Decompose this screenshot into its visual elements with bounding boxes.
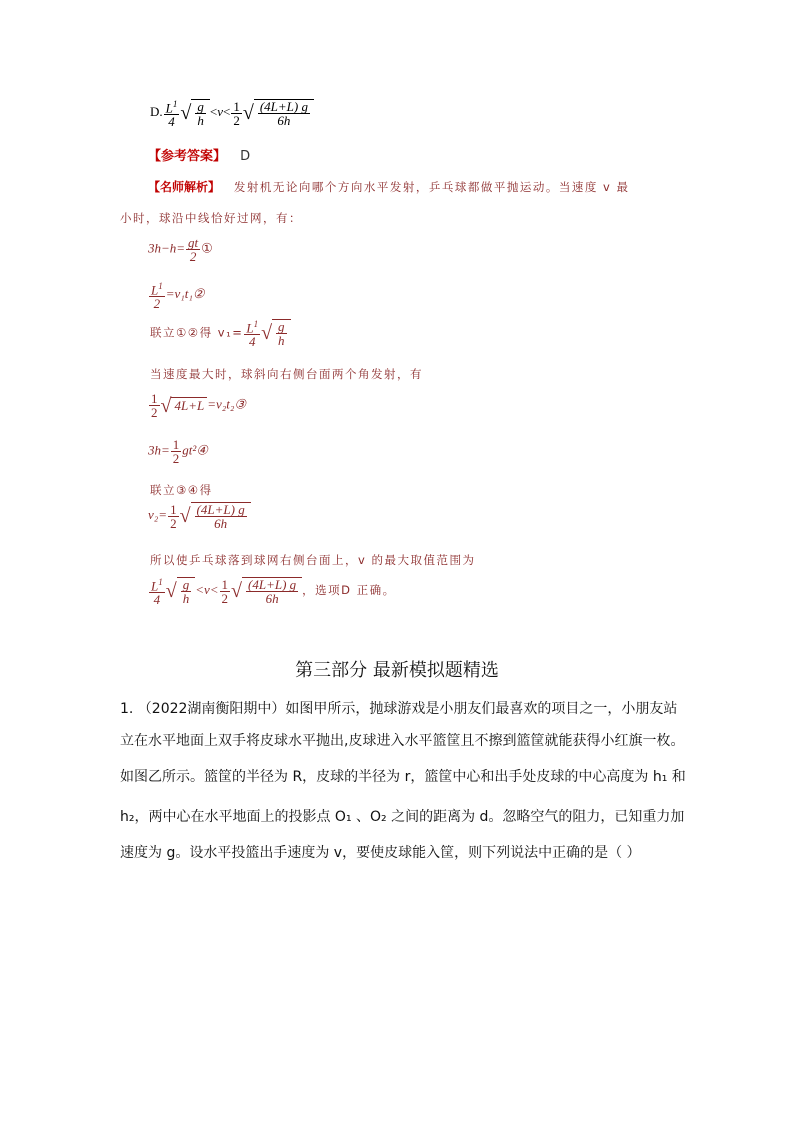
final-range: $\frac{L^1}{4}$ √ $\frac{g}{h}$ <v< $\frac{1}{2}$ √ $\frac{(4L+L) g}{6h}$ ，选项D 正确。 [151,576,396,608]
equation-3: $\frac{1}{2}$ √ 4L+L =v₂t₂③ [151,391,247,420]
analysis-line5: 联立③④得 [150,483,213,497]
reference-answer [148,145,250,164]
equation-1: 3h−h= $\frac{gt}{2}$ ① [148,235,213,264]
section-title: 第三部分 最新模拟题精选 [295,660,499,681]
answer-value: D [240,149,251,164]
fraction: $\frac{1}{2}$ [233,98,240,128]
question-line5: 速度为 g。设水平投篮出手速度为 v，要使皮球能入筐，则下列说法中正确的是（ ） [120,845,641,861]
answer-label: 【参考答案】 [148,149,227,164]
equation-5: v₂= $\frac{1}{2}$ √ $\frac{(4L+L) g}{6h}$ [148,502,251,530]
question-line1: 1. （2022湖南衡阳期中）如图甲所示，抛球游戏是小朋友们最喜欢的项目之一，小朋友站 [120,701,678,717]
equation-2: $\frac{L^1}{2}$ =v₁t₁② [151,281,205,312]
question-line3: 如图乙所示。篮筐的半径为 R，皮球的半径为 r，篮筐中心和出手处皮球的中心高度为 h₁ 和 [120,769,686,785]
analysis-line4: 当速度最大时，球斜向右侧台面两个角发射，有 [150,367,423,381]
question-line4: h₂，两中心在水平地面上的投影点 O₁ 、O₂ 之间的距离为 d。忽略空气的阻力，已知重力加 [120,809,685,825]
analysis-line1: 发射机无论向哪个方向水平发射，乒乓球都做平抛运动。当速度 v 最 [233,180,630,194]
equation-4: 3h= $\frac{1}{2}$ gt²④ [148,437,208,466]
sqrt: √ $\frac{(4L+L) g}{6h}$ [243,99,314,127]
question-line2: 立在水平地面上双手将皮球水平抛出,皮球进入水平篮筐且不擦到篮筐就能获得小红旗一枚。 [120,733,685,749]
analysis-line3: 联立①②得 v₁= $\frac{L^1}{4}$ √ $\frac{g}{h}$ [150,318,291,348]
analysis-line6: 所以使乒乓球落到球网右侧台面上，v 的最大取值范围为 [150,553,476,567]
sqrt: √ $\frac{g}{h}$ [180,99,209,127]
analysis-line2: 小时，球沿中线恰好过网，有： [120,211,302,225]
option-d: D. $\frac{L^1}{4}$ √ $\frac{g}{h}$ <v< $\frac{1}{2}$ √ $\frac{(4L+L) g}{6h}$ [150,98,314,128]
fraction: $\frac{L^1}{4}$ [165,99,178,130]
analysis-label: 【名师解析】 [148,180,221,194]
option-d-label: D. [150,104,163,120]
analysis-header [148,178,629,195]
